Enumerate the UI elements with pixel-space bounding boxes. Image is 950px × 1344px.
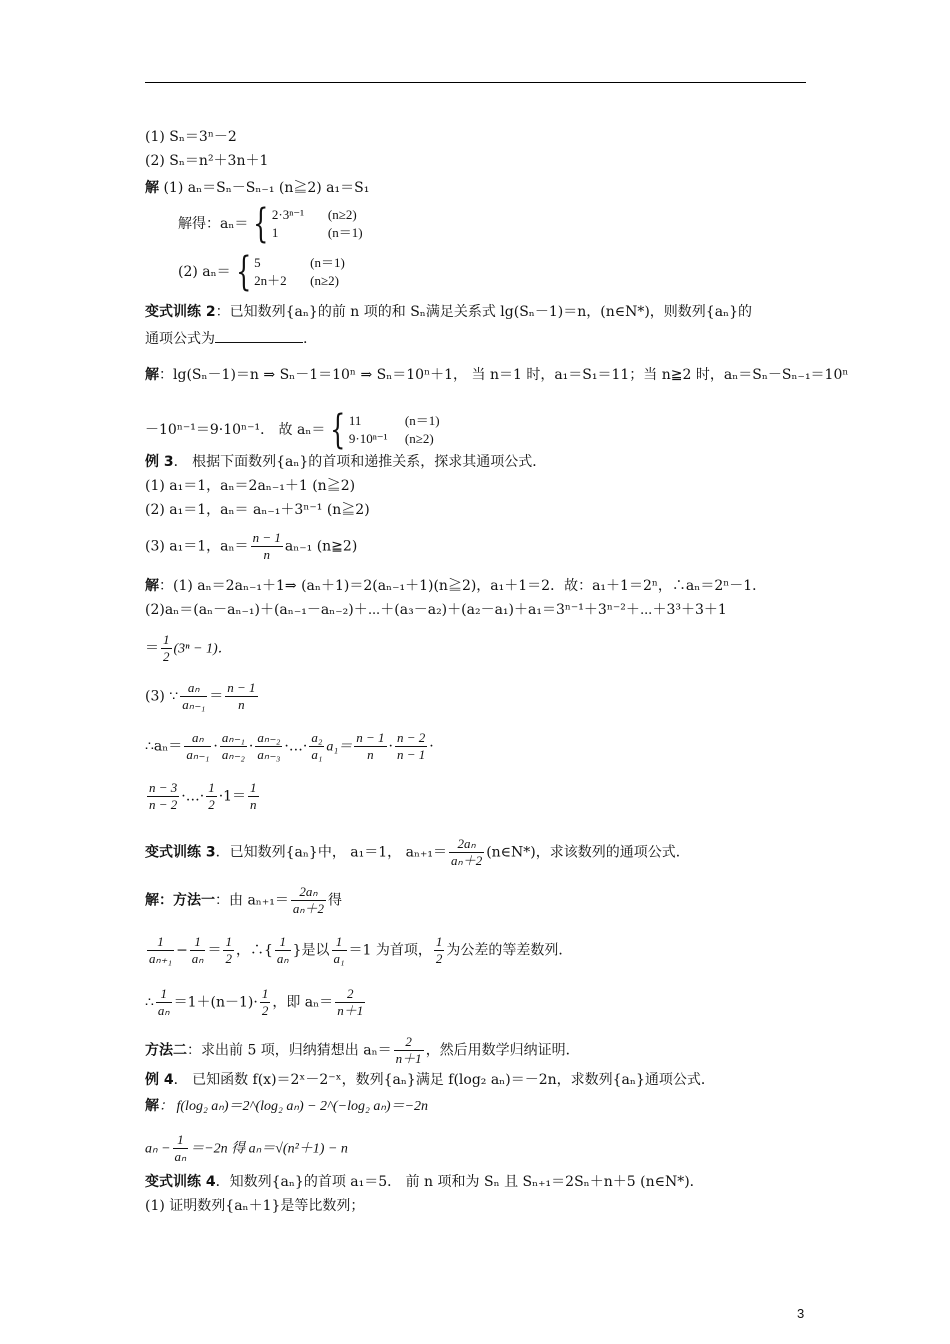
brace-icon: { — [235, 249, 252, 295]
header-rule — [145, 82, 806, 83]
method-1-step-2: ∴ $\frac{1}{\text{aₙ}}$ ＝1＋(n－1)· $\frac{1}{2}$ ，即 aₙ＝ $\frac{2}{n+1}$ — [145, 986, 364, 1018]
piecewise-3: 11 (n＝1) 9·10ⁿ⁻¹ (n≥2) — [348, 413, 440, 446]
method-1-step-1: $\frac{1}{\text{aₙ₊₁}}$ − $\frac{1}{\text{aₙ}}$ ＝ $\frac{1}{2}$ ，∴{ $\frac{1}{\text{aₙ}}$ }是以 $\frac{1}{\text{a₁}}$ ＝1 为首项， $\frac{1}{2}$ 为公差的等差数列． — [149, 934, 573, 966]
example-3-part-2: (2) a₁＝1，aₙ＝ aₙ₋₁＋3ⁿ⁻¹ (n≧2) — [145, 502, 370, 518]
solution-3-3-product: ∴aₙ＝ $\frac{\text{aₙ}}{\text{aₙ₋₁}}$ · $\frac{\text{aₙ₋₁}}{\text{aₙ₋₂}}$ · $\frac{\text{aₙ₋₂}}{\text{aₙ₋₃}}$ ·…· $\frac{\text{a₂}}{\text{a₁}}$ a₁＝ $\frac{n - 1}{n}$ · $\frac{n - 2}{n - 1}$ · — [145, 730, 434, 762]
variant-2-cont: 通项公式为 . — [145, 328, 307, 349]
example-3-part-3: (3) a₁＝1，aₙ＝ $\frac{n - 1}{n}$ aₙ₋₁ (n≧2) — [145, 530, 358, 562]
solution-1-result — [178, 201, 363, 247]
page-number: 3 — [797, 1306, 805, 1321]
variant-4: 变式训练 4．知数列{aₙ}的首项 a₁＝5． 前 n 项和为 Sₙ 且 Sₙ₊₁＝2Sₙ＋n＋5 (n∈N*)． — [145, 1174, 704, 1190]
fraction: $\frac{n - 1}{n}$ — [252, 530, 281, 562]
example-4-heading: 例 4 — [145, 1072, 174, 1088]
solution-label: 解 — [145, 180, 159, 196]
example-3-part-1: (1) a₁＝1，aₙ＝2aₙ₋₁＋1 (n≧2) — [145, 478, 356, 494]
variant-2-text: ：已知数列{aₙ}的前 n 项的和 Sₙ满足关系式 lg(Sₙ－1)＝n，(n∈N*)，则数列{aₙ}的 — [215, 304, 753, 320]
solution-2-result — [178, 249, 345, 295]
variant-2-solution: 解：lg(Sₙ－1)＝n ⇒ Sₙ－1＝10ⁿ ⇒ Sₙ＝10ⁿ＋1， 当 n＝1 时，a₁＝S₁＝11；当 n≧2 时，aₙ＝Sₙ－Sₙ₋₁＝10ⁿ — [145, 367, 849, 383]
variant-2-solution-cont: －10ⁿ⁻¹＝9·10ⁿ⁻¹． 故 aₙ＝ { 11 (n＝1) 9·10ⁿ⁻¹ (n≥2) — [145, 407, 440, 453]
example-3: 例 3． 根据下面数列{aₙ}的首项和递推关系，探求其通项公式． — [145, 454, 547, 470]
example-4: 例 4． 已知函数 f(x)＝2ˣ－2⁻ˣ，数列{aₙ}满足 f(log₂ aₙ)＝－2n，求数列{aₙ}通项公式． — [145, 1072, 715, 1088]
solution-3-1: 解：(1) aₙ＝2aₙ₋₁＋1⇒ (aₙ＋1)＝2(aₙ₋₁＋1)(n≧2)，a₁＋1＝2．故：a₁＋1＝2ⁿ，∴aₙ＝2ⁿ－1． — [145, 578, 767, 594]
variant-2 — [145, 302, 752, 322]
solution-1-text: (1) aₙ＝Sₙ－Sₙ₋₁ (n≧2) a₁＝S₁ — [163, 180, 370, 196]
brace-icon: { — [330, 407, 346, 453]
example-4-solution-2: aₙ − $\frac{1}{\text{aₙ}}$ ＝−2n 得 aₙ＝√(n²＋1) − n — [145, 1132, 348, 1164]
method-1-heading: 解：方法一 — [145, 892, 215, 909]
solution-1-line — [145, 178, 369, 198]
solution-3-2: (2)aₙ＝(aₙ－aₙ₋₁)＋(aₙ₋₁－aₙ₋₂)＋⋯＋(a₃－a₂)＋(a₂－a₁)＋a₁＝3ⁿ⁻¹＋3ⁿ⁻²＋⋯＋3³＋3＋1 — [145, 602, 727, 618]
answer-blank — [215, 328, 303, 343]
variant-4-heading: 变式训练 4 — [145, 1174, 216, 1190]
method-1: 解：方法一：由 aₙ₊₁＝ $\frac{\text{2aₙ}}{\text{aₙ＋2}}$ 得 — [145, 884, 343, 916]
solution-3-2-cont: ＝ $\frac{1}{2}$ (3ⁿ − 1)． — [145, 632, 232, 664]
result-label: 解得：aₙ＝ — [178, 216, 249, 232]
piecewise-2: 5 (n＝1) 2n＋2 (n≥2) — [254, 255, 345, 288]
problem-1: (1) Sₙ＝3ⁿ－2 — [145, 129, 237, 145]
variant-2-heading: 变式训练 2 — [145, 304, 216, 320]
example-4-solution: 解： f(log₂ aₙ)＝2^(log₂ aₙ) − 2^(−log₂ aₙ)＝−2n — [145, 1098, 429, 1114]
example-3-heading: 例 3 — [145, 454, 174, 470]
method-2: 方法二：求出前 5 项，归纳猜想出 aₙ＝ $\frac{2}{n+1}$ ，然后用数学归纳证明． — [145, 1034, 580, 1066]
variant-3: 变式训练 3．已知数列{aₙ}中， a₁＝1， aₙ₊₁＝ $\frac{\text{2aₙ}}{\text{aₙ＋2}}$ (n∈N*)，求该数列的通项公式． — [145, 836, 690, 868]
result-label: (2) aₙ＝ — [178, 264, 231, 280]
piecewise-1: 2·3ⁿ⁻¹ (n≥2) 1 (n＝1) — [271, 207, 363, 240]
problem-2: (2) Sₙ＝n²＋3n＋1 — [145, 153, 269, 169]
variant-4-question-1: (1) 证明数列{aₙ＋1}是等比数列； — [145, 1198, 365, 1214]
solution-3-3: (3) ∵ $\frac{\text{aₙ}}{\text{aₙ₋₁}}$ ＝ $\frac{n - 1}{n}$ — [145, 680, 256, 712]
solution-3-3-product-cont: $\frac{n - 3}{n - 2}$ ·…· $\frac{1}{2}$ ·1＝ $\frac{1}{n}$ — [149, 780, 257, 812]
brace-icon: { — [253, 201, 269, 247]
fraction: $\frac{1}{2}$ — [163, 632, 170, 664]
method-2-heading: 方法二 — [145, 1042, 187, 1059]
variant-3-heading: 变式训练 3 — [145, 844, 216, 861]
